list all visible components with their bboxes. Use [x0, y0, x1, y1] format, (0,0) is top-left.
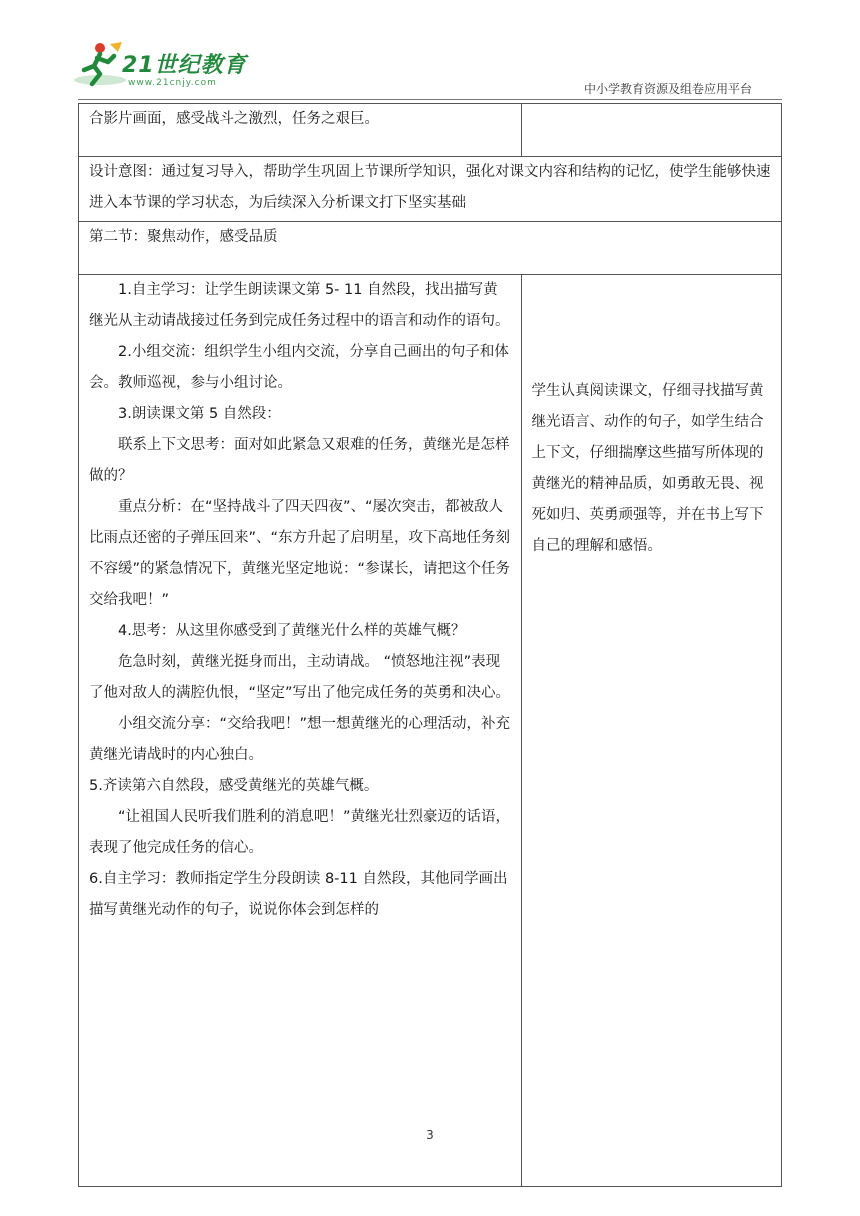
- teacher-paragraph-10: “让祖国人民听我们胜利的消息吧！”黄继光壮烈豪迈的话语，表现了他完成任务的信心。: [89, 809, 511, 856]
- page-header: [0, 0, 860, 100]
- running-figure-logo-icon: [70, 40, 126, 90]
- teacher-paragraph-9: 5.齐读第六自然段，感受黄继光的英雄气概。: [89, 778, 379, 794]
- section-title: 第二节：聚焦动作，感受品质: [89, 229, 278, 245]
- teacher-paragraph-6: 4.思考：从这里你感受到了黄继光什么样的英雄气概？: [118, 623, 466, 639]
- design-intent-cell: [79, 157, 782, 222]
- design-intent-text: 设计意图：通过复习导入，帮助学生巩固上节课所学知识，强化对课文内容和结构的记忆，使学生能够快速进入本节课的学习状态，为后续深入分析课文打下坚实基础: [89, 164, 771, 211]
- teacher-paragraph-8: 小组交流分享：“交给我吧！”想一想黄继光的心理活动，补充黄继光请战时的内心独白。: [89, 716, 511, 763]
- teacher-paragraph-3: 3.朗读课文第 5 自然段：: [118, 406, 281, 422]
- teacher-paragraph-7: 危急时刻，黄继光挺身而出，主动请战。 “愤怒地注视”表现了他对敌人的满腔仇恨，“坚定”写出了他完成任务的英勇和决心。: [89, 654, 511, 701]
- section-title-cell: [79, 222, 782, 275]
- logo: [70, 40, 270, 96]
- student-activity-text: 学生认真阅读课文，仔细寻找描写黄继光语言、动作的句子，如学生结合上下文，仔细揣摩这些描写所体现的黄继光的精神品质，如勇敢无畏、视死如归、英勇顽强等，并在书上写下自己的理解和感悟。: [531, 383, 764, 554]
- table-row: [79, 104, 782, 157]
- table-row: [79, 157, 782, 222]
- teacher-paragraph-2: 2.小组交流：组织学生小组内交流，分享自己画出的句子和体会。教师巡视，参与小组讨论。: [89, 344, 509, 391]
- logo-subtext: www.21cnjy.com: [128, 78, 217, 88]
- teacher-paragraph-5: 重点分析：在“坚持战斗了四天四夜”、“屡次突击，都被敌人比雨点还密的子弹压回来”、“东方升起了启明星，攻下高地任务刻不容缓”的紧急情况下，黄继光坚定地说：“参谋长，请把这个任务交给我吧！”: [89, 499, 511, 608]
- teacher-paragraph-11: 6.自主学习：教师指定学生分段朗读 8-11 自然段，其他同学画出描写黄继光动作的句子，说说你体会到怎样的: [89, 871, 508, 918]
- row1-left-cell: [79, 104, 522, 157]
- table-row: [79, 275, 782, 1187]
- row1-text: 合影片画面，感受战斗之激烈，任务之艰巨。: [89, 111, 379, 127]
- lesson-table: [78, 103, 782, 1187]
- page-number: 3: [426, 1128, 434, 1142]
- teacher-paragraph-4: 联系上下文思考：面对如此紧急又艰难的任务，黄继光是怎样做的？: [89, 437, 510, 484]
- student-activity-cell: [521, 275, 781, 1187]
- teacher-activity-cell: [79, 275, 522, 1187]
- platform-name: 中小学教育资源及组卷应用平台: [583, 82, 752, 96]
- row1-right-cell: [521, 104, 781, 157]
- logo-text: 21世纪教育: [122, 53, 247, 78]
- teacher-paragraph-1: 1.自主学习：让学生朗读课文第 5- 11 自然段，找出描写黄继光从主动请战接过任务到完成任务过程中的语言和动作的语句。: [89, 282, 510, 329]
- table-row: [79, 222, 782, 275]
- header-divider: [78, 99, 782, 100]
